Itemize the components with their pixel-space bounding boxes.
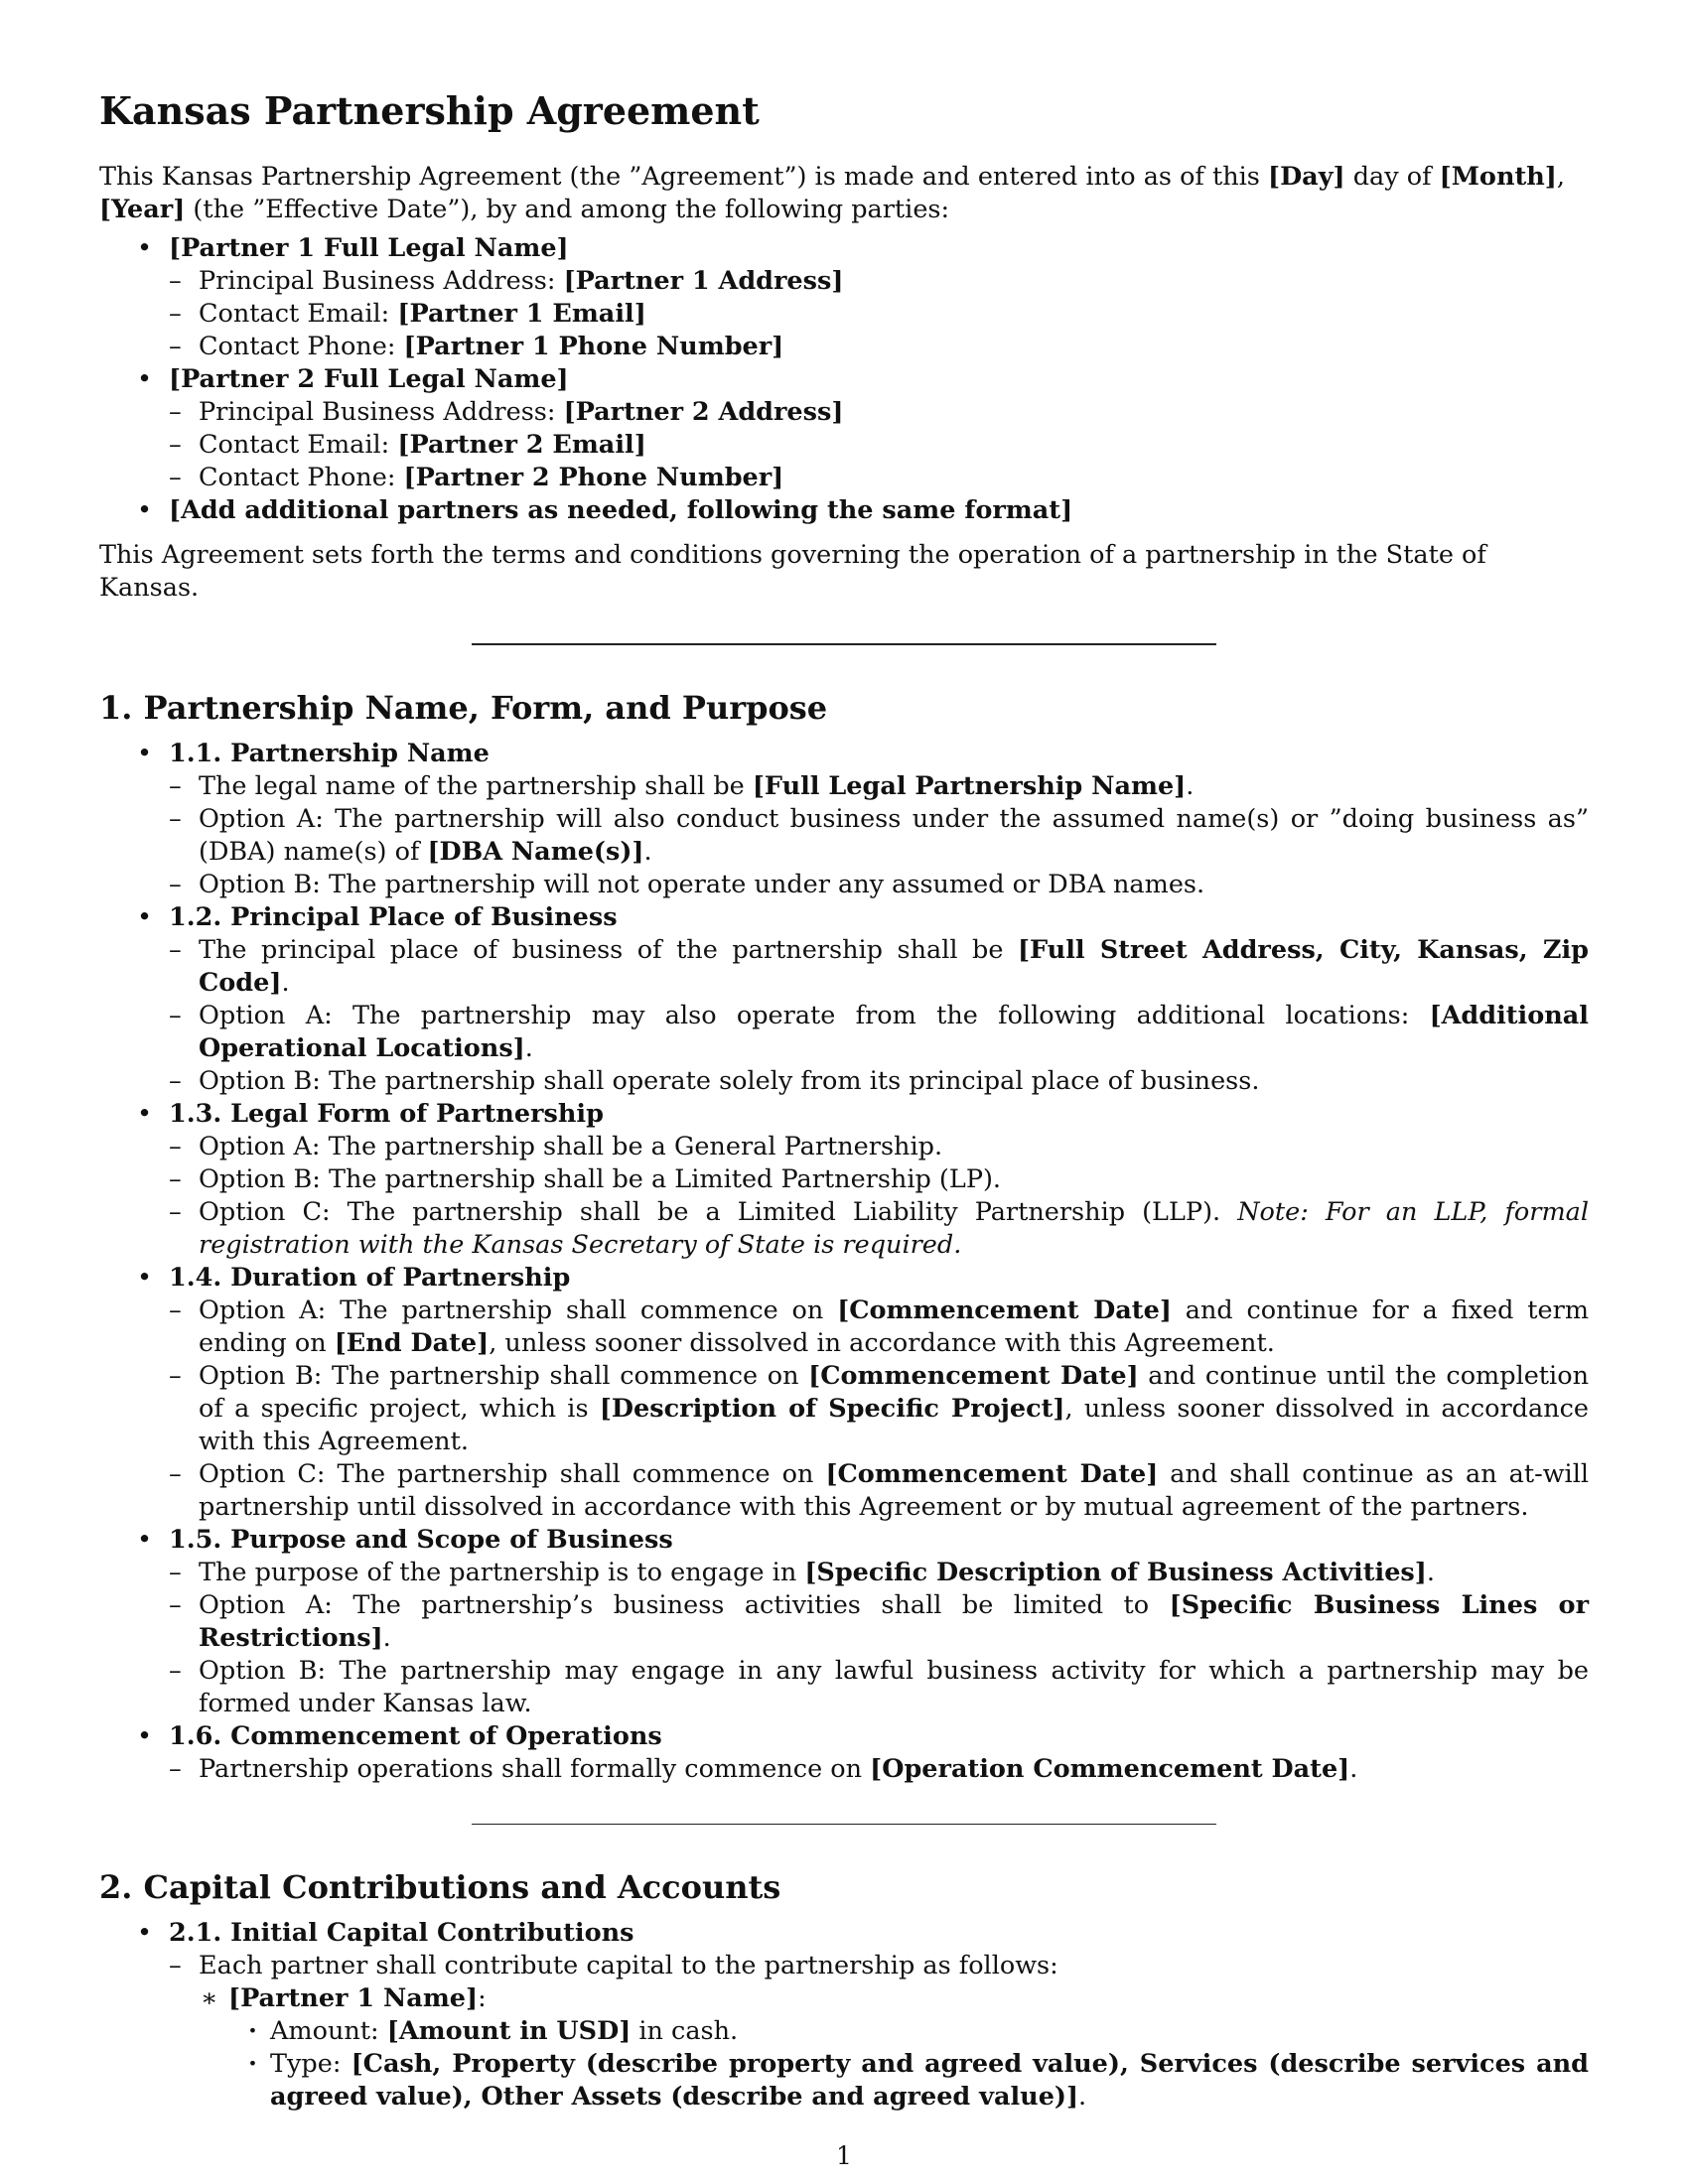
clause-item: – Each partner shall contribute capital to the partnership as follows: ∗ [Partner 1 Name]: · Amount: [Amount in USD] in cash. · Type: [Cash, Property (describe property and agreed value), Services (describe services and agreed value), Other Assets (describe and agreed value)]. (169, 1950, 1589, 2114)
partner-contribution-item: ∗ [Partner 1 Name]: · Amount: [Amount in USD] in cash. · Type: [Cash, Property (describe property and agreed value), Services (describe services and agreed value), Other Assets (describe and agreed value)]. (199, 1982, 1589, 2114)
clause-item: – Option C: The partnership shall commence on [Commencement Date] and shall continue as an at-will partnership until dissolved in accordance with this Agreement or by mutual agreement of the partners. (169, 1458, 1589, 1524)
party-item: • [Partner 2 Full Legal Name] – Principal Business Address: [Partner 2 Address] – Contact Email: [Partner 2 Email] – Contact Phone: [Partner 2 Phone Number] (99, 363, 1589, 494)
party-item: • [Partner 1 Full Legal Name] – Principal Business Address: [Partner 1 Address] – Contact Email: [Partner 1 Email] – Contact Phone: [Partner 1 Phone Number] (99, 232, 1589, 363)
llp-note: Note: For an LLP, formal registration with the Kansas Secretary of State is required. (199, 1197, 1589, 1260)
subsection-item: • 1.1. Partnership Name – The legal name of the partnership shall be [Full Legal Partnership Name]. – Option A: The partnership will also conduct business under the assumed name(s) or ”doing business as” (DBA) name(s) of [DBA Name(s)]. – Option B: The partnership will not operate under any assumed or DBA names. (99, 738, 1589, 901)
clause-item: – Option A: The partnership will also conduct business under the assumed name(s) or ”doing business as” (DBA) name(s) of [DBA Name(s)]. (169, 803, 1589, 869)
party-item: • [Add additional partners as needed, following the same format] (99, 494, 1589, 527)
party-detail: – Principal Business Address: [Partner 1 Address] (169, 265, 1589, 298)
clause-item: – Option B: The partnership shall be a Limited Partnership (LP). (169, 1163, 1589, 1196)
document-page (99, 79, 1589, 2114)
clause-item: – Option A: The partnership’s business activities shall be limited to [Specific Business Lines or Restrictions]. (169, 1589, 1589, 1655)
party-detail: – Contact Email: [Partner 2 Email] (169, 429, 1589, 462)
section-2-list (99, 1917, 1589, 2114)
subsection-item: • 1.3. Legal Form of Partnership – Option A: The partnership shall be a General Partnership. – Option B: The partnership shall be a Limited Partnership (LP). – Option C: The partnership shall be a Limited Liability Partnership (LLP). Note: For an LLP, formal registration with the Kansas Secretary of State is required. (99, 1098, 1589, 1262)
section-heading: 2. Capital Contributions and Accounts (99, 1868, 781, 1906)
party-detail: – Contact Phone: [Partner 1 Phone Number] (169, 331, 1589, 363)
contribution-detail: · Amount: [Amount in USD] in cash. (228, 2015, 1589, 2048)
clause-item: – The purpose of the partnership is to engage in [Specific Description of Business Activities]. (169, 1557, 1589, 1589)
clause-item: – The legal name of the partnership shall be [Full Legal Partnership Name]. (169, 770, 1589, 803)
clause-item: – Option C: The partnership shall be a Limited Liability Partnership (LLP). Note: For an LLP, formal registration with the Kansas Secretary of State is required. (169, 1196, 1589, 1262)
clause-item: – Option B: The partnership may engage in any lawful business activity for which a partnership may be formed under Kansas law. (169, 1655, 1589, 1720)
page-number: 1 (836, 2141, 852, 2170)
clause-item: – Option A: The partnership shall be a General Partnership. (169, 1131, 1589, 1163)
section-heading: 1. Partnership Name, Form, and Purpose (99, 689, 828, 727)
subsection-item: • 1.4. Duration of Partnership – Option A: The partnership shall commence on [Commencement Date] and continue for a fixed term ending on [End Date], unless sooner dissolved in accordance with this Agreement. – Option B: The partnership shall commence on [Commencement Date] and continue until the completion of a specific project, which is [Description of Specific Project], unless sooner dissolved in accordance with this Agreement. – Option C: The partnership shall commence on [Commencement Date] and shall continue as an at-will partnership until dissolved in accordance with this Agreement or by mutual agreement of the partners. (99, 1262, 1589, 1524)
clause-item: – Partnership operations shall formally commence on [Operation Commencement Date]. (169, 1753, 1589, 1786)
closing-paragraph: This Agreement sets forth the terms and conditions governing the operation of a partnership in the State of Kansas. (99, 540, 1486, 603)
clause-item: – Option A: The partnership may also operate from the following additional locations: [Additional Operational Locations]. (169, 1000, 1589, 1065)
contribution-detail: · Type: [Cash, Property (describe property and agreed value), Services (describe services and agreed value), Other Assets (describe and agreed value)]. (228, 2048, 1589, 2114)
subsection-item: • 1.2. Principal Place of Business – The principal place of business of the partnership shall be [Full Street Address, City, Kansas, Zip Code]. – Option A: The partnership may also operate from the following additional locations: [Additional Operational Locations]. – Option B: The partnership shall operate solely from its principal place of business. (99, 901, 1589, 1098)
clause-item: – Option A: The partnership shall commence on [Commencement Date] and continue for a fixed term ending on [End Date], unless sooner dissolved in accordance with this Agreement. (169, 1295, 1589, 1360)
section-1-list (99, 738, 1589, 1786)
section-divider (472, 643, 1216, 645)
party-detail: – Contact Phone: [Partner 2 Phone Number] (169, 462, 1589, 494)
party-detail: – Principal Business Address: [Partner 2 Address] (169, 396, 1589, 429)
clause-item: – Option B: The partnership shall commence on [Commencement Date] and continue until the completion of a specific project, which is [Description of Specific Project], unless sooner dissolved in accordance with this Agreement. (169, 1360, 1589, 1458)
subsection-item: • 1.5. Purpose and Scope of Business – The purpose of the partnership is to engage in [Specific Description of Business Activities]. – Option A: The partnership’s business activities shall be limited to [Specific Business Lines or Restrictions]. – Option B: The partnership may engage in any lawful business activity for which a partnership may be formed under Kansas law. (99, 1524, 1589, 1720)
clause-item: – The principal place of business of the partnership shall be [Full Street Address, City, Kansas, Zip Code]. (169, 934, 1589, 1000)
parties-list (99, 232, 1589, 527)
party-detail: – Contact Email: [Partner 1 Email] (169, 298, 1589, 331)
clause-item: – Option B: The partnership will not operate under any assumed or DBA names. (169, 869, 1589, 901)
clause-item: – Option B: The partnership shall operate solely from its principal place of business. (169, 1065, 1589, 1098)
subsection-item: • 2.1. Initial Capital Contributions – Each partner shall contribute capital to the partnership as follows: ∗ [Partner 1 Name]: · Amount: [Amount in USD] in cash. · Type: [Cash, Property (describe property and agreed value), Services (describe services and agreed value), Other Assets (describe and agreed value)]. (99, 1917, 1589, 2114)
intro-paragraph: This Kansas Partnership Agreement (the ”Agreement”) is made and entered into as of this [Day] day of [Month], [Year] (the ”Effective Date”), by and among the following parties: (99, 162, 1565, 224)
section-divider (472, 1824, 1216, 1825)
document-title: Kansas Partnership Agreement (99, 88, 760, 133)
subsection-item: • 1.6. Commencement of Operations – Partnership operations shall formally commence on [Operation Commencement Date]. (99, 1720, 1589, 1786)
